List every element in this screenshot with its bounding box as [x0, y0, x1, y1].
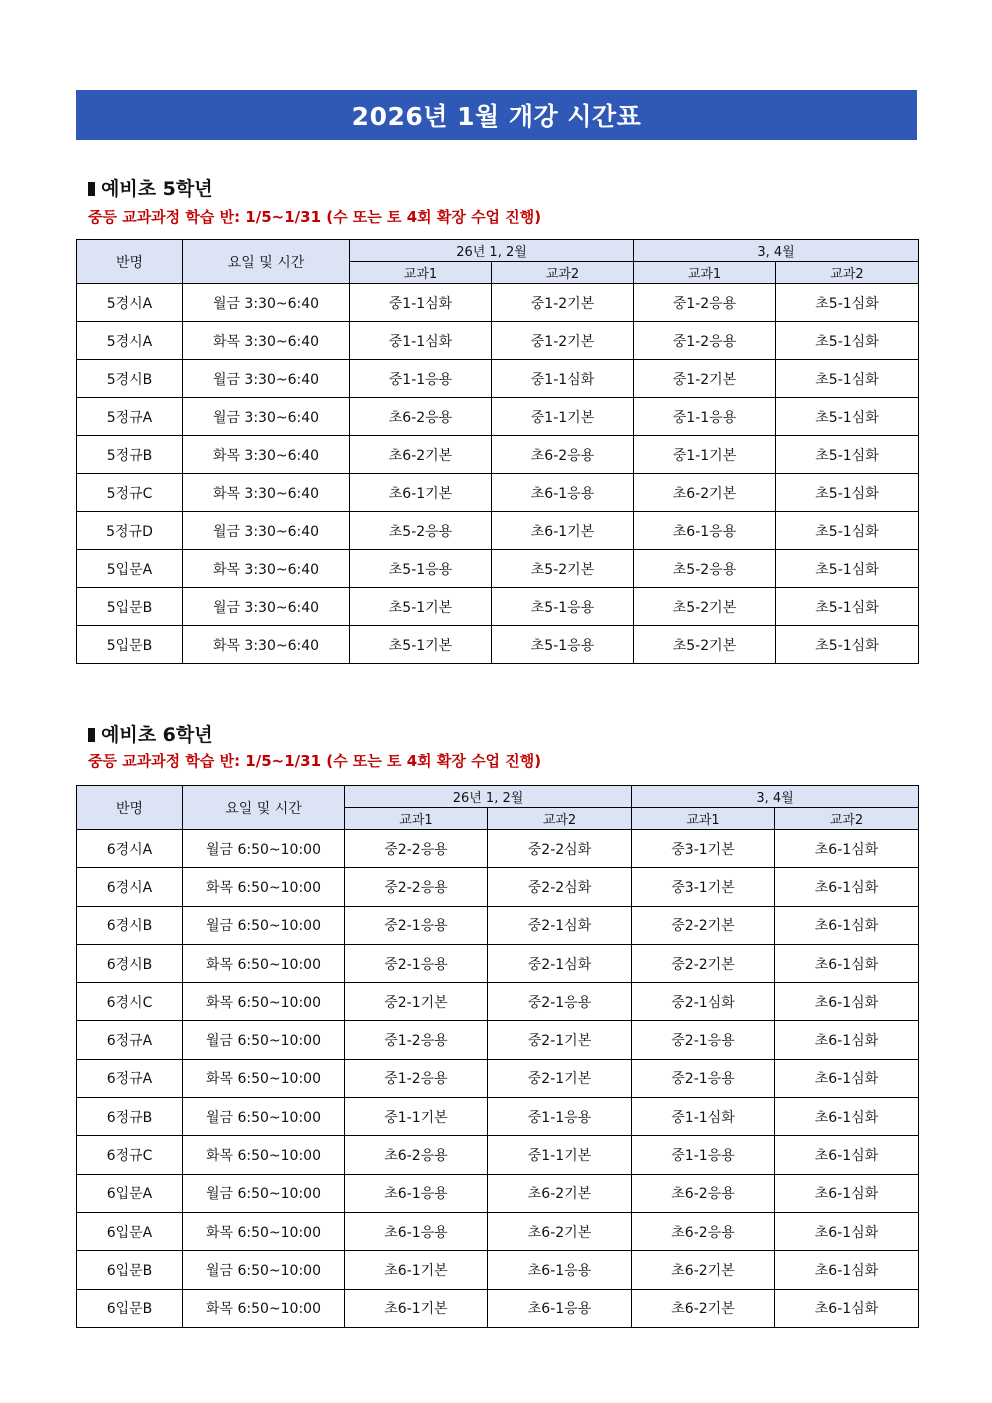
class-name-cell: 6경시B [77, 906, 183, 944]
class-name-cell: 6경시B [77, 944, 183, 982]
header-subj2: 교과2 [492, 262, 634, 284]
schedule-time-cell: 월금 6:50~10:00 [183, 1098, 345, 1136]
schedule-time-cell: 월금 3:30~6:40 [183, 360, 350, 398]
subject4-cell: 초6-1심화 [775, 1289, 919, 1327]
subject2-cell: 초6-1응용 [488, 1251, 632, 1289]
subject1-cell: 초6-1기본 [345, 1251, 488, 1289]
subject1-cell: 중1-1심화 [350, 284, 492, 322]
section-title [88, 174, 213, 201]
header-subj1: 교과1 [632, 808, 775, 830]
subject1-cell: 중2-2응용 [345, 830, 488, 868]
header-class: 반명 [77, 240, 183, 284]
subject4-cell: 초6-1심화 [775, 1136, 919, 1174]
section-title-text: 예비초 5학년 [101, 178, 213, 200]
subject3-cell: 중1-1응용 [634, 398, 776, 436]
schedule-time-cell: 월금 3:30~6:40 [183, 284, 350, 322]
schedule-time-cell: 화목 6:50~10:00 [183, 983, 345, 1021]
schedule-time-cell: 화목 3:30~6:40 [183, 550, 350, 588]
schedule-time-cell: 월금 6:50~10:00 [183, 1021, 345, 1059]
subject3-cell: 초6-1응용 [634, 512, 776, 550]
subject3-cell: 초6-2응용 [632, 1212, 775, 1250]
class-name-cell: 5경시A [77, 284, 183, 322]
class-name-cell: 6경시A [77, 868, 183, 906]
header-period1: 26년 1, 2월 [345, 786, 632, 808]
subject3-cell: 중1-1응용 [632, 1136, 775, 1174]
table-row [77, 1251, 919, 1289]
subject2-cell: 초6-2기본 [488, 1212, 632, 1250]
page-title: 2026년 1월 개강 시간표 [76, 90, 917, 140]
subject4-cell: 초6-1심화 [775, 1059, 919, 1097]
table-row [77, 588, 919, 626]
class-name-cell: 5정규D [77, 512, 183, 550]
subject3-cell: 중2-1응용 [632, 1021, 775, 1059]
subject1-cell: 초6-2응용 [345, 1136, 488, 1174]
schedule-time-cell: 화목 6:50~10:00 [183, 1289, 345, 1327]
table-row [77, 474, 919, 512]
class-name-cell: 5경시B [77, 360, 183, 398]
schedule-time-cell: 화목 3:30~6:40 [183, 436, 350, 474]
schedule-time-cell: 월금 3:30~6:40 [183, 398, 350, 436]
subject4-cell: 초5-1심화 [776, 398, 919, 436]
schedule-time-cell: 월금 6:50~10:00 [183, 906, 345, 944]
header-subj1: 교과1 [350, 262, 492, 284]
class-name-cell: 6입문B [77, 1289, 183, 1327]
subject4-cell: 초6-1심화 [775, 906, 919, 944]
table-row [77, 1289, 919, 1327]
header-period1: 26년 1, 2월 [350, 240, 634, 262]
header-time: 요일 및 시간 [183, 240, 350, 284]
class-name-cell: 6입문A [77, 1212, 183, 1250]
subject4-cell: 초5-1심화 [776, 512, 919, 550]
subject1-cell: 초6-1응용 [345, 1174, 488, 1212]
subject1-cell: 초6-1기본 [345, 1289, 488, 1327]
subject1-cell: 중2-1응용 [345, 944, 488, 982]
header-time: 요일 및 시간 [183, 786, 345, 830]
table-row [77, 284, 919, 322]
subject3-cell: 중1-2기본 [634, 360, 776, 398]
subject4-cell: 초6-1심화 [775, 983, 919, 1021]
class-name-cell: 5정규C [77, 474, 183, 512]
bullet-marker-icon [88, 182, 95, 196]
class-name-cell: 6정규A [77, 1021, 183, 1059]
header-subj1: 교과1 [634, 262, 776, 284]
subject2-cell: 초6-2기본 [488, 1174, 632, 1212]
header-subj1: 교과1 [345, 808, 488, 830]
subject3-cell: 중1-2응용 [634, 284, 776, 322]
subject3-cell: 중2-2기본 [632, 944, 775, 982]
subject2-cell: 중1-1응용 [488, 1098, 632, 1136]
subject2-cell: 초5-1응용 [492, 626, 634, 664]
subject4-cell: 초6-1심화 [775, 1251, 919, 1289]
class-name-cell: 5정규B [77, 436, 183, 474]
subject2-cell: 중1-1심화 [492, 360, 634, 398]
header-subj2: 교과2 [775, 808, 919, 830]
subject3-cell: 중1-1심화 [632, 1098, 775, 1136]
subject2-cell: 초6-1응용 [492, 474, 634, 512]
table-row [77, 830, 919, 868]
subject1-cell: 중1-1기본 [345, 1098, 488, 1136]
subject4-cell: 초6-1심화 [775, 868, 919, 906]
subject3-cell: 초6-2응용 [632, 1174, 775, 1212]
table-row [77, 1098, 919, 1136]
header-class: 반명 [77, 786, 183, 830]
subject3-cell: 중1-1기본 [634, 436, 776, 474]
subject1-cell: 초6-1응용 [345, 1212, 488, 1250]
subject1-cell: 초5-1응용 [350, 550, 492, 588]
subject2-cell: 중2-1심화 [488, 944, 632, 982]
header-subj2: 교과2 [776, 262, 919, 284]
subject4-cell: 초5-1심화 [776, 322, 919, 360]
schedule-time-cell: 월금 3:30~6:40 [183, 588, 350, 626]
class-name-cell: 6정규B [77, 1098, 183, 1136]
schedule-table [76, 785, 919, 1328]
subject4-cell: 초5-1심화 [776, 550, 919, 588]
section-note: 중등 교과과정 학습 반: 1/5~1/31 (수 또는 토 4회 확장 수업 진행) [88, 752, 542, 770]
subject2-cell: 초6-1응용 [488, 1289, 632, 1327]
table-body [77, 830, 919, 1328]
header-subj2: 교과2 [488, 808, 632, 830]
subject3-cell: 중2-2기본 [632, 906, 775, 944]
class-name-cell: 6정규A [77, 1059, 183, 1097]
table-row [77, 1059, 919, 1097]
subject4-cell: 초6-1심화 [775, 1212, 919, 1250]
schedule-time-cell: 월금 6:50~10:00 [183, 1174, 345, 1212]
subject1-cell: 초6-2응용 [350, 398, 492, 436]
subject2-cell: 초5-1응용 [492, 588, 634, 626]
schedule-time-cell: 월금 6:50~10:00 [183, 1251, 345, 1289]
schedule-time-cell: 화목 6:50~10:00 [183, 1136, 345, 1174]
class-name-cell: 6입문B [77, 1251, 183, 1289]
subject2-cell: 중1-1기본 [492, 398, 634, 436]
header-period2: 3, 4월 [632, 786, 919, 808]
class-name-cell: 5입문A [77, 550, 183, 588]
table-row [77, 1021, 919, 1059]
table-row [77, 360, 919, 398]
schedule-time-cell: 화목 6:50~10:00 [183, 944, 345, 982]
subject4-cell: 초6-1심화 [775, 1174, 919, 1212]
subject2-cell: 중1-1기본 [488, 1136, 632, 1174]
subject1-cell: 초5-2응용 [350, 512, 492, 550]
schedule-time-cell: 월금 3:30~6:40 [183, 512, 350, 550]
subject4-cell: 초5-1심화 [776, 360, 919, 398]
class-name-cell: 5경시A [77, 322, 183, 360]
table-row [77, 398, 919, 436]
subject3-cell: 초6-2기본 [632, 1251, 775, 1289]
subject2-cell: 중1-2기본 [492, 284, 634, 322]
subject4-cell: 초5-1심화 [776, 436, 919, 474]
subject1-cell: 중1-1심화 [350, 322, 492, 360]
table-row [77, 550, 919, 588]
class-name-cell: 6경시C [77, 983, 183, 1021]
subject3-cell: 초5-2기본 [634, 626, 776, 664]
class-name-cell: 5정규A [77, 398, 183, 436]
class-name-cell: 5입문B [77, 588, 183, 626]
subject2-cell: 중2-1기본 [488, 1021, 632, 1059]
subject3-cell: 중2-1심화 [632, 983, 775, 1021]
subject1-cell: 중1-1응용 [350, 360, 492, 398]
schedule-table [76, 239, 919, 664]
subject4-cell: 초5-1심화 [776, 588, 919, 626]
subject1-cell: 중1-2응용 [345, 1059, 488, 1097]
subject4-cell: 초6-1심화 [775, 830, 919, 868]
class-name-cell: 6정규C [77, 1136, 183, 1174]
subject1-cell: 중2-1기본 [345, 983, 488, 1021]
table-row [77, 436, 919, 474]
subject4-cell: 초6-1심화 [775, 1098, 919, 1136]
table-body [77, 284, 919, 664]
subject1-cell: 중2-2응용 [345, 868, 488, 906]
subject2-cell: 초6-2응용 [492, 436, 634, 474]
class-name-cell: 6입문A [77, 1174, 183, 1212]
table-row [77, 983, 919, 1021]
subject3-cell: 초6-2기본 [634, 474, 776, 512]
subject2-cell: 중2-1심화 [488, 906, 632, 944]
subject1-cell: 중2-1응용 [345, 906, 488, 944]
subject1-cell: 초6-2기본 [350, 436, 492, 474]
subject3-cell: 중2-1응용 [632, 1059, 775, 1097]
subject1-cell: 초5-1기본 [350, 588, 492, 626]
class-name-cell: 5입문B [77, 626, 183, 664]
subject3-cell: 초5-2기본 [634, 588, 776, 626]
schedule-time-cell: 화목 6:50~10:00 [183, 1059, 345, 1097]
header-period2: 3, 4월 [634, 240, 919, 262]
subject4-cell: 초5-1심화 [776, 474, 919, 512]
subject1-cell: 초5-1기본 [350, 626, 492, 664]
subject4-cell: 초5-1심화 [776, 626, 919, 664]
subject2-cell: 초5-2기본 [492, 550, 634, 588]
subject2-cell: 초6-1기본 [492, 512, 634, 550]
subject2-cell: 중1-2기본 [492, 322, 634, 360]
section-title-text: 예비초 6학년 [101, 724, 213, 746]
schedule-time-cell: 월금 6:50~10:00 [183, 830, 345, 868]
bullet-marker-icon [88, 728, 95, 742]
subject1-cell: 중1-2응용 [345, 1021, 488, 1059]
schedule-time-cell: 화목 6:50~10:00 [183, 868, 345, 906]
subject4-cell: 초6-1심화 [775, 944, 919, 982]
schedule-time-cell: 화목 3:30~6:40 [183, 626, 350, 664]
subject1-cell: 초6-1기본 [350, 474, 492, 512]
table-row [77, 1212, 919, 1250]
schedule-time-cell: 화목 3:30~6:40 [183, 474, 350, 512]
table-row [77, 512, 919, 550]
subject3-cell: 초5-2응용 [634, 550, 776, 588]
table-row [77, 626, 919, 664]
subject3-cell: 중3-1기본 [632, 868, 775, 906]
subject4-cell: 초5-1심화 [776, 284, 919, 322]
subject2-cell: 중2-2심화 [488, 868, 632, 906]
schedule-time-cell: 화목 3:30~6:40 [183, 322, 350, 360]
table-row [77, 868, 919, 906]
table-row [77, 944, 919, 982]
section-title [88, 720, 213, 747]
table-row [77, 906, 919, 944]
class-name-cell: 6경시A [77, 830, 183, 868]
subject3-cell: 중1-2응용 [634, 322, 776, 360]
subject2-cell: 중2-1응용 [488, 983, 632, 1021]
subject4-cell: 초6-1심화 [775, 1021, 919, 1059]
table-row [77, 1136, 919, 1174]
section-note: 중등 교과과정 학습 반: 1/5~1/31 (수 또는 토 4회 확장 수업 진행) [88, 208, 542, 226]
table-row [77, 1174, 919, 1212]
schedule-time-cell: 화목 6:50~10:00 [183, 1212, 345, 1250]
subject3-cell: 초6-2기본 [632, 1289, 775, 1327]
subject2-cell: 중2-1기본 [488, 1059, 632, 1097]
subject2-cell: 중2-2심화 [488, 830, 632, 868]
subject3-cell: 중3-1기본 [632, 830, 775, 868]
table-row [77, 322, 919, 360]
